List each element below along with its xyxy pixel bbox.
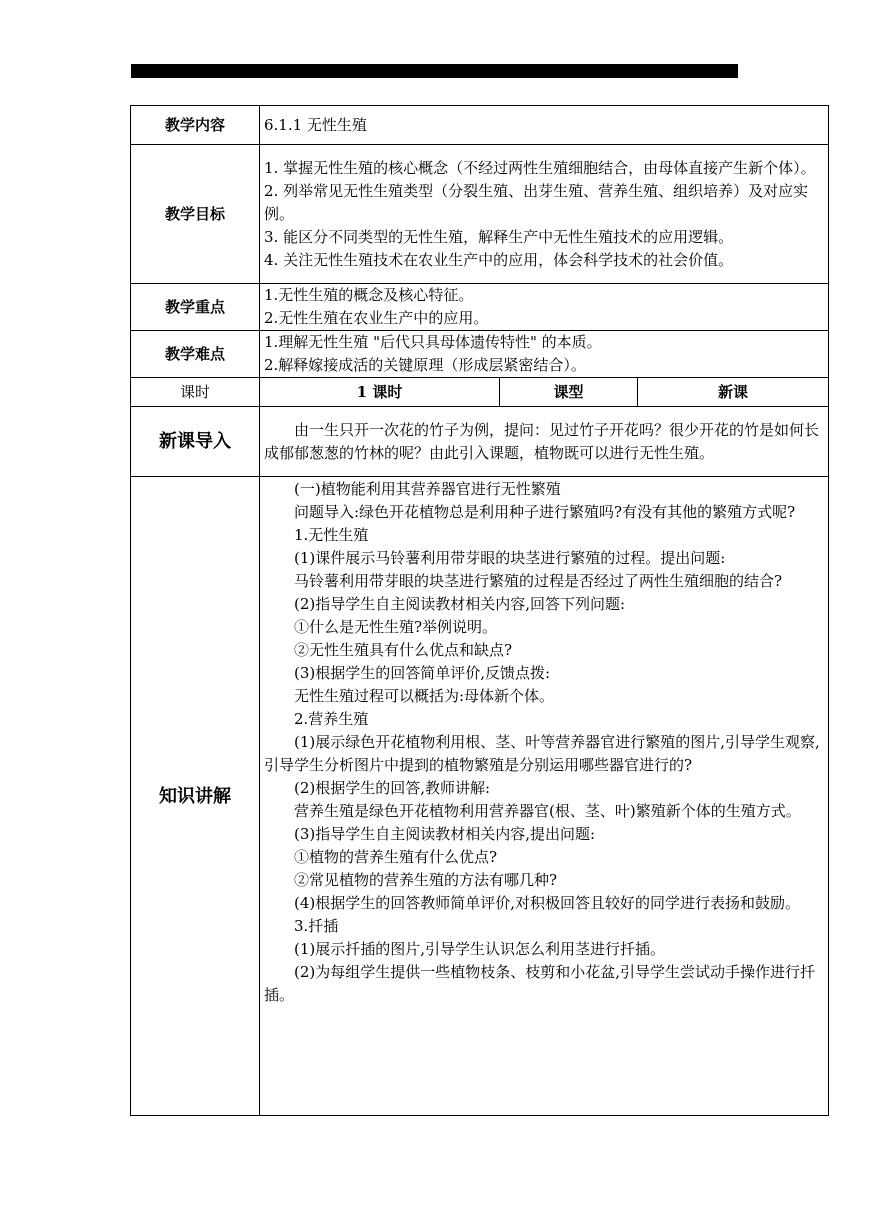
- label-key-points: 教学重点: [131, 284, 260, 331]
- row-period: [131, 378, 829, 407]
- row-intro: [131, 407, 829, 477]
- difficulty-line: 1.理解无性生殖 "后代只具母体遗传特性" 的本质。: [264, 333, 602, 351]
- value-period: 1 课时: [260, 378, 500, 407]
- value-teaching-goals: [260, 145, 829, 284]
- label-period: 课时: [131, 378, 260, 407]
- goal-line: 1. 掌握无性生殖的核心概念（不经过两性生殖细胞结合，由母体直接产生新个体）。: [264, 158, 816, 177]
- row-teaching-content: [131, 106, 829, 145]
- row-lecture: [131, 477, 829, 1116]
- lecture-paragraph: (4)根据学生的回答教师简单评价,对积极回答且较好的同学进行表扬和鼓励。: [294, 894, 801, 912]
- lecture-paragraph: (2)为每组学生提供一些植物枝条、枝剪和小花盆,引导学生尝试动手操作进行扦插。: [264, 963, 816, 1004]
- lecture-paragraph: (3)根据学生的回答简单评价,反馈点拨:: [294, 664, 551, 682]
- lecture-paragraph: ②常见植物的营养生殖的方法有哪几种?: [294, 871, 558, 889]
- lecture-paragraph: (一)植物能利用其营养器官进行无性繁殖: [294, 480, 561, 498]
- goal-line: 2. 列举常见无性生殖类型（分裂生殖、出芽生殖、营养生殖、组织培养）及对应实例。: [264, 181, 809, 223]
- label-difficulties: 教学难点: [131, 331, 260, 378]
- row-teaching-goals: [131, 145, 829, 284]
- lesson-plan-table: [130, 105, 829, 1116]
- lecture-paragraph: 营养生殖是绿色开花植物利用营养器官(根、茎、叶)繁殖新个体的生殖方式。: [294, 802, 801, 820]
- lecture-paragraph: 马铃薯利用带芽眼的块茎进行繁殖的过程是否经过了两性生殖细胞的结合?: [294, 572, 783, 590]
- lecture-paragraph: (1)展示绿色开花植物利用根、茎、叶等营养器官进行繁殖的图片,引导学生观察,引导学生分析图片中提到的植物繁殖是分别运用哪些器官进行的?: [264, 733, 820, 774]
- label-intro: 新课导入: [131, 407, 260, 477]
- value-difficulties: [260, 331, 829, 378]
- value-key-points: [260, 284, 829, 331]
- lecture-paragraph: (3)指导学生自主阅读教材相关内容,提出问题:: [294, 825, 596, 843]
- lecture-paragraph: 3.扦插: [294, 917, 339, 935]
- lecture-paragraph: 1.无性生殖: [294, 526, 369, 544]
- row-key-points: [131, 284, 829, 331]
- label-teaching-content: 教学内容: [131, 106, 260, 145]
- lecture-paragraph: 2.营养生殖: [294, 710, 369, 728]
- lecture-paragraph: ①植物的营养生殖有什么优点?: [294, 848, 498, 866]
- lecture-paragraph: (1)展示扦插的图片,引导学生认识怎么利用茎进行扦插。: [294, 940, 666, 958]
- value-lesson-type: 新课: [638, 378, 829, 407]
- label-teaching-goals: 教学目标: [131, 145, 260, 284]
- key-point-line: 2.无性生殖在农业生产中的应用。: [264, 309, 489, 327]
- difficulty-line: 2.解释嫁接成活的关键原理（形成层紧密结合）。: [264, 356, 586, 374]
- value-teaching-content: 6.1.1 无性生殖: [260, 106, 829, 145]
- key-point-line: 1.无性生殖的概念及核心特征。: [264, 286, 474, 304]
- header-bar: [131, 64, 738, 78]
- lecture-paragraph: 无性生殖过程可以概括为:母体新个体。: [294, 687, 555, 705]
- lecture-paragraph: ②无性生殖具有什么优点和缺点?: [294, 641, 513, 659]
- value-lecture: [260, 477, 829, 1116]
- label-lecture: 知识讲解: [131, 477, 260, 1116]
- lecture-paragraph: 问题导入:绿色开花植物总是利用种子进行繁殖吗?有没有其他的繁殖方式呢?: [294, 503, 796, 521]
- value-intro: 由一生只开一次花的竹子为例，提问：见过竹子开花吗？很少开花的竹是如何长成郁郁葱葱的竹林的呢？由此引入课题，植物既可以进行无性生殖。: [260, 407, 829, 477]
- lecture-paragraph: ①什么是无性生殖?举例说明。: [294, 618, 498, 636]
- goal-line: 3. 能区分不同类型的无性生殖，解释生产中无性生殖技术的应用逻辑。: [264, 227, 734, 246]
- row-difficulties: [131, 331, 829, 378]
- lecture-paragraph: (2)指导学生自主阅读教材相关内容,回答下列问题:: [294, 595, 626, 613]
- lecture-paragraph: (1)课件展示马铃薯利用带芽眼的块茎进行繁殖的过程。提出问题:: [294, 549, 726, 567]
- lecture-paragraph: (2)根据学生的回答,教师讲解:: [294, 779, 491, 797]
- goal-line: 4. 关注无性生殖技术在农业生产中的应用，体会科学技术的社会价值。: [264, 250, 734, 269]
- label-lesson-type: 课型: [500, 378, 638, 407]
